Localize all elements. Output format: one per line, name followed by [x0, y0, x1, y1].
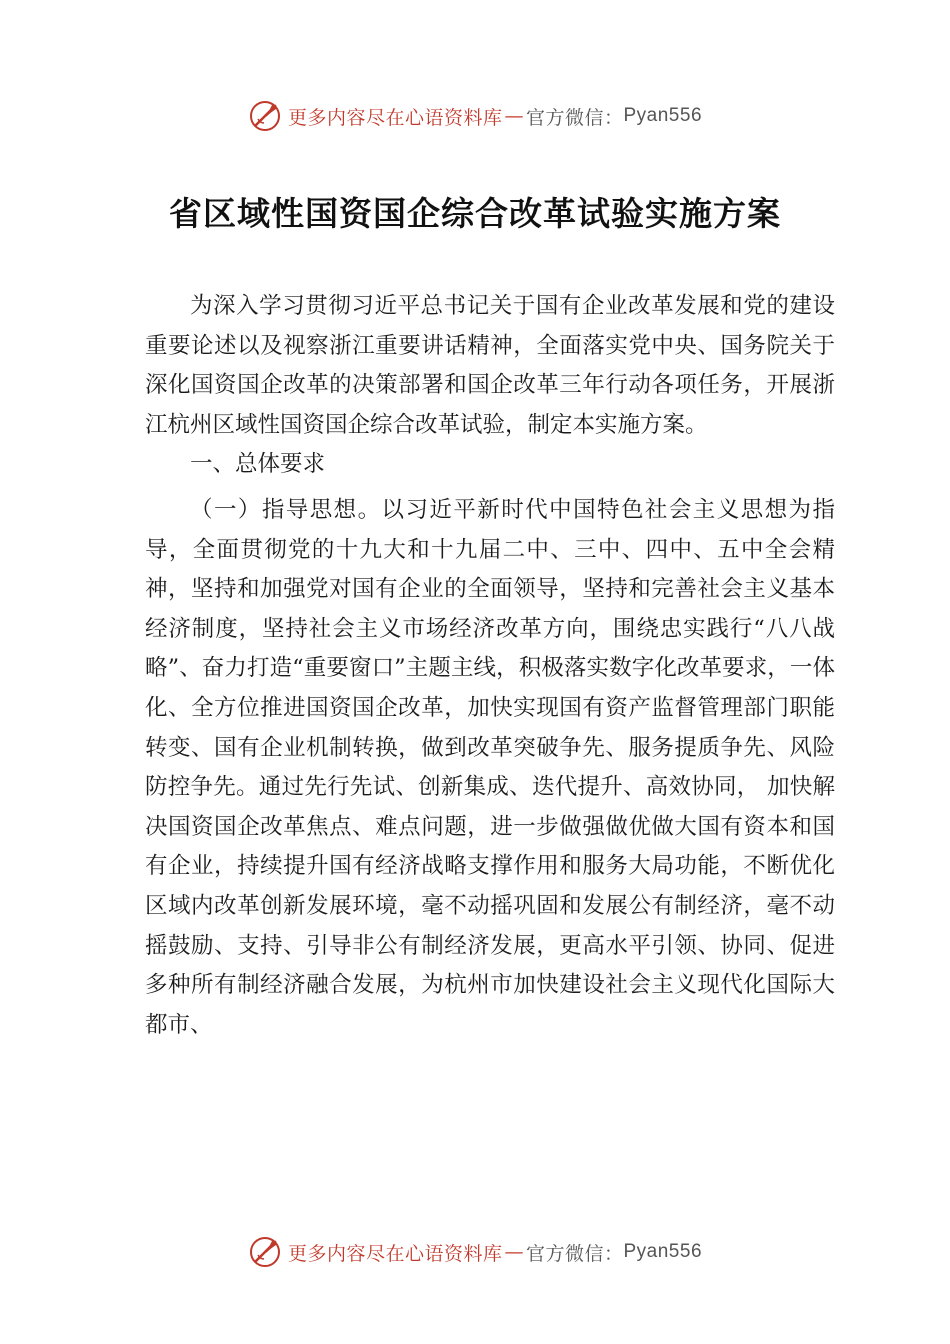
document-title: 省区域性国资国企综合改革试验实施方案 — [169, 194, 781, 233]
banner-wechat-label: 官方微信： — [525, 1242, 624, 1265]
section-heading: 一、总体要求 — [190, 451, 326, 478]
banner-dash: — — [504, 1241, 524, 1263]
quill-seal-icon — [248, 1235, 282, 1269]
banner-wechat-id: Pyan556 — [623, 105, 703, 126]
banner-dash: — — [504, 105, 524, 127]
document-body — [145, 287, 835, 1045]
footer-banner — [0, 1232, 950, 1272]
guiding-thought-paragraph: （一）指导思想。以习近平新时代中国特色社会主义思想为指导，全面贯彻党的十九大和十九届二中、三中、四中、五中全会精神，坚持和加强党对国有企业的全面领导，坚持和完善社会主义基本经济制度，坚持社会主义市场经济改革方向，围绕忠实践行“八八战略”、奋力打造“重要窗口”主题主线，积极落实数字化改革要求，一体化、全方位推进国资国企改革，加快实现国有资产监督管理部门职能转变、国有企业机制转换，做到改革突破争先、服务提质争先、风险防控争先。通过先行先试、创新集成、迭代提升、高效协同， 加快解决国资国企改革焦点、难点问题，进一步做强做优做大国有资本和国有企业，持续提升国有经济战略支撑作用和服务大局功能，不断优化区域内改革创新发展环境，毫不动摇巩固和发展公有制经济，毫不动摇鼓励、支持、引导非公有制经济发展，更高水平引领、协同、促进多种所有制经济融合发展，为杭州市加快建设社会主义现代化国际大都市、 — [145, 496, 835, 1038]
banner-wechat-id: Pyan556 — [623, 1241, 703, 1262]
banner-wechat-label: 官方微信： — [525, 106, 624, 129]
banner-site-text: 更多内容尽在心语资料库 — [287, 106, 503, 129]
intro-paragraph: 为深入学习贯彻习近平总书记关于国有企业改革发展和党的建设重要论述以及视察浙江重要讲话精神，全面落实党中央、国务院关于深化国资国企改革的决策部署和国企改革三年行动各项任务，开展浙江杭州区域性国资国企综合改革试验，制定本实施方案。 — [145, 293, 835, 438]
quill-seal-icon — [248, 99, 282, 133]
header-banner — [0, 96, 950, 136]
banner-site-text: 更多内容尽在心语资料库 — [287, 1242, 503, 1265]
